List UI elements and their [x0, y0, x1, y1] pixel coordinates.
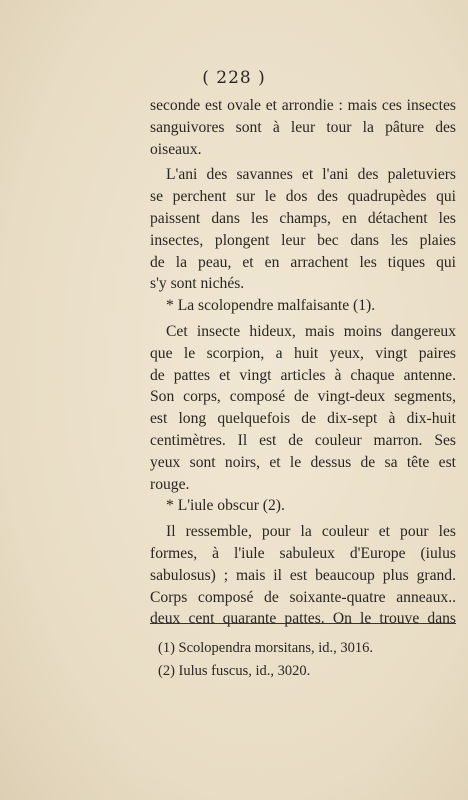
footnotes: [158, 637, 448, 683]
text-line: Corps composé de soixante-quatre anneaux..: [150, 588, 456, 606]
text-line: que le scorpion, a huit yeux, vingt paires: [150, 344, 456, 362]
text-line: L'ani des savannes et l'ani des paletuviers: [166, 166, 456, 184]
body-text: [150, 95, 456, 630]
text-line: se perchent sur le dos des quadrupèdes qui: [150, 188, 456, 206]
text-line: oiseaux.: [150, 140, 202, 158]
page-number: ( 228 ): [202, 68, 266, 88]
text-line: de pattes et vingt articles à chaque antenne.: [150, 366, 456, 384]
section-heading-scolopendre: * La scolopendre malfaisante (1).: [166, 297, 376, 315]
text-line: est long quelquefois de dix-sept à dix-huit: [150, 410, 456, 428]
footnote-1: (1) Scolopendra morsitans, id., 3016.: [158, 640, 374, 656]
text-line: insectes, plongent leur bec dans les plaies: [150, 231, 456, 249]
text-line: Il ressemble, pour la couleur et pour les: [166, 523, 456, 541]
footnote-divider: [150, 623, 456, 624]
text-line: centimètres. Il est de couleur marron. Ses: [150, 431, 456, 449]
text-line: seconde est ovale et arrondie : mais ces insectes: [150, 97, 456, 114]
text-line: de la peau, et en arrachent les tiques qui: [150, 253, 456, 271]
text-line: deux cent quarante pattes. On le trouve dans: [150, 610, 456, 628]
text-line: rouge.: [150, 475, 190, 493]
text-line: Cet insecte hideux, mais moins dangereux: [166, 322, 456, 340]
text-line: paissent dans les champs, en détachent les: [150, 209, 456, 227]
text-line: s'y sont nichés.: [150, 275, 245, 293]
text-line: sanguivores sont à leur tour la pâture des: [150, 118, 456, 136]
text-line: yeux sont noirs, et le dessus de sa tête est: [150, 453, 456, 471]
footnote-2: (2) Iulus fuscus, id., 3020.: [158, 663, 311, 679]
text-line: Son corps, composé de vingt-deux segments,: [150, 388, 456, 406]
section-heading-iule: * L'iule obscur (2).: [166, 497, 285, 515]
text-line: formes, à l'iule sabuleux d'Europe (iulus: [150, 544, 456, 562]
text-line: sabulosus) ; mais il est beaucoup plus grand.: [150, 566, 456, 584]
